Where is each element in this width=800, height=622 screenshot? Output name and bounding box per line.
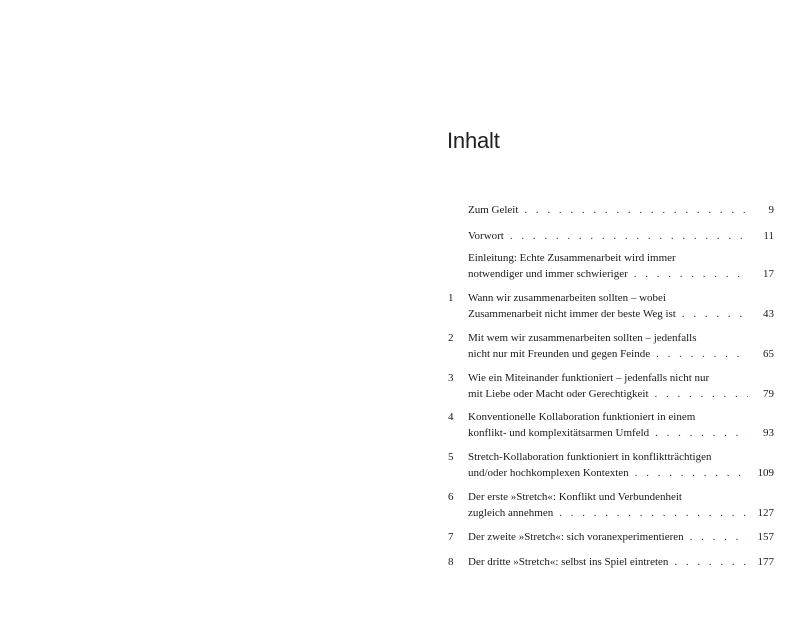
entry-title-line: Der zweite »Stretch«: sich voranexperimentieren	[468, 531, 684, 543]
entry-title-line: Einleitung: Echte Zusammenarbeit wird immer	[468, 252, 676, 264]
dot-leader	[674, 554, 748, 570]
page-number: 17	[763, 268, 774, 280]
entry-title-line: Der erste »Stretch«: Konflikt und Verbundenheit	[468, 491, 682, 503]
entry-title-line: Zum Geleit	[468, 204, 519, 216]
dot-leader	[655, 425, 748, 441]
entry-title-line: konflikt- und komplexitätsarmen Umfeld	[468, 427, 650, 439]
dot-leader	[559, 505, 748, 521]
entry-title-line: Stretch-Kollaboration funktioniert in konfliktträchtigen	[468, 451, 712, 463]
chapter-number: 7	[448, 531, 454, 543]
chapter-number: 2	[448, 332, 454, 344]
page-number: 9	[768, 204, 774, 216]
page-number: 157	[757, 531, 774, 543]
page-number: 177	[757, 556, 774, 568]
entry-title-line: und/oder hochkomplexen Kontexten	[468, 467, 629, 479]
dot-leader	[634, 266, 748, 282]
entry-title-line: mit Liebe oder Macht oder Gerechtigkeit	[468, 388, 649, 400]
chapter-number: 1	[448, 292, 454, 304]
dot-leader	[510, 228, 748, 244]
chapter-number: 5	[448, 451, 454, 463]
dot-leader	[524, 202, 748, 218]
entry-title-line: Mit wem wir zusammenarbeiten sollten – jedenfalls	[468, 332, 697, 344]
page-number: 65	[763, 348, 774, 360]
dot-leader	[682, 306, 748, 322]
dot-leader	[690, 529, 748, 545]
dot-leader	[635, 465, 748, 481]
page-number: 127	[757, 507, 774, 519]
dot-leader	[656, 346, 748, 362]
dot-leader	[655, 386, 748, 402]
entry-title-line: Zusammenarbeit nicht immer der beste Weg ist	[468, 308, 676, 320]
entry-title-line: Der dritte »Stretch«: selbst ins Spiel eintreten	[468, 556, 669, 568]
page-number: 11	[763, 230, 774, 242]
entry-title-line: nicht nur mit Freunden und gegen Feinde	[468, 348, 651, 360]
chapter-number: 4	[448, 411, 454, 423]
page-number: 79	[763, 388, 774, 400]
entry-title-line: notwendiger und immer schwieriger	[468, 268, 628, 280]
page-title: Inhalt	[447, 128, 500, 153]
page-number: 93	[763, 427, 774, 439]
page-number: 109	[757, 467, 774, 479]
chapter-number: 3	[448, 372, 454, 384]
entry-title-line: zugleich annehmen	[468, 507, 554, 519]
entry-title-line: Wann wir zusammenarbeiten sollten – wobei	[468, 292, 666, 304]
entry-title-line: Vorwort	[468, 230, 504, 242]
chapter-number: 6	[448, 491, 454, 503]
entry-title-line: Konventionelle Kollaboration funktioniert in einem	[468, 411, 696, 423]
entry-title-line: Wie ein Miteinander funktioniert – jedenfalls nicht nur	[468, 372, 710, 384]
page-number: 43	[763, 308, 774, 320]
chapter-number: 8	[448, 556, 454, 568]
